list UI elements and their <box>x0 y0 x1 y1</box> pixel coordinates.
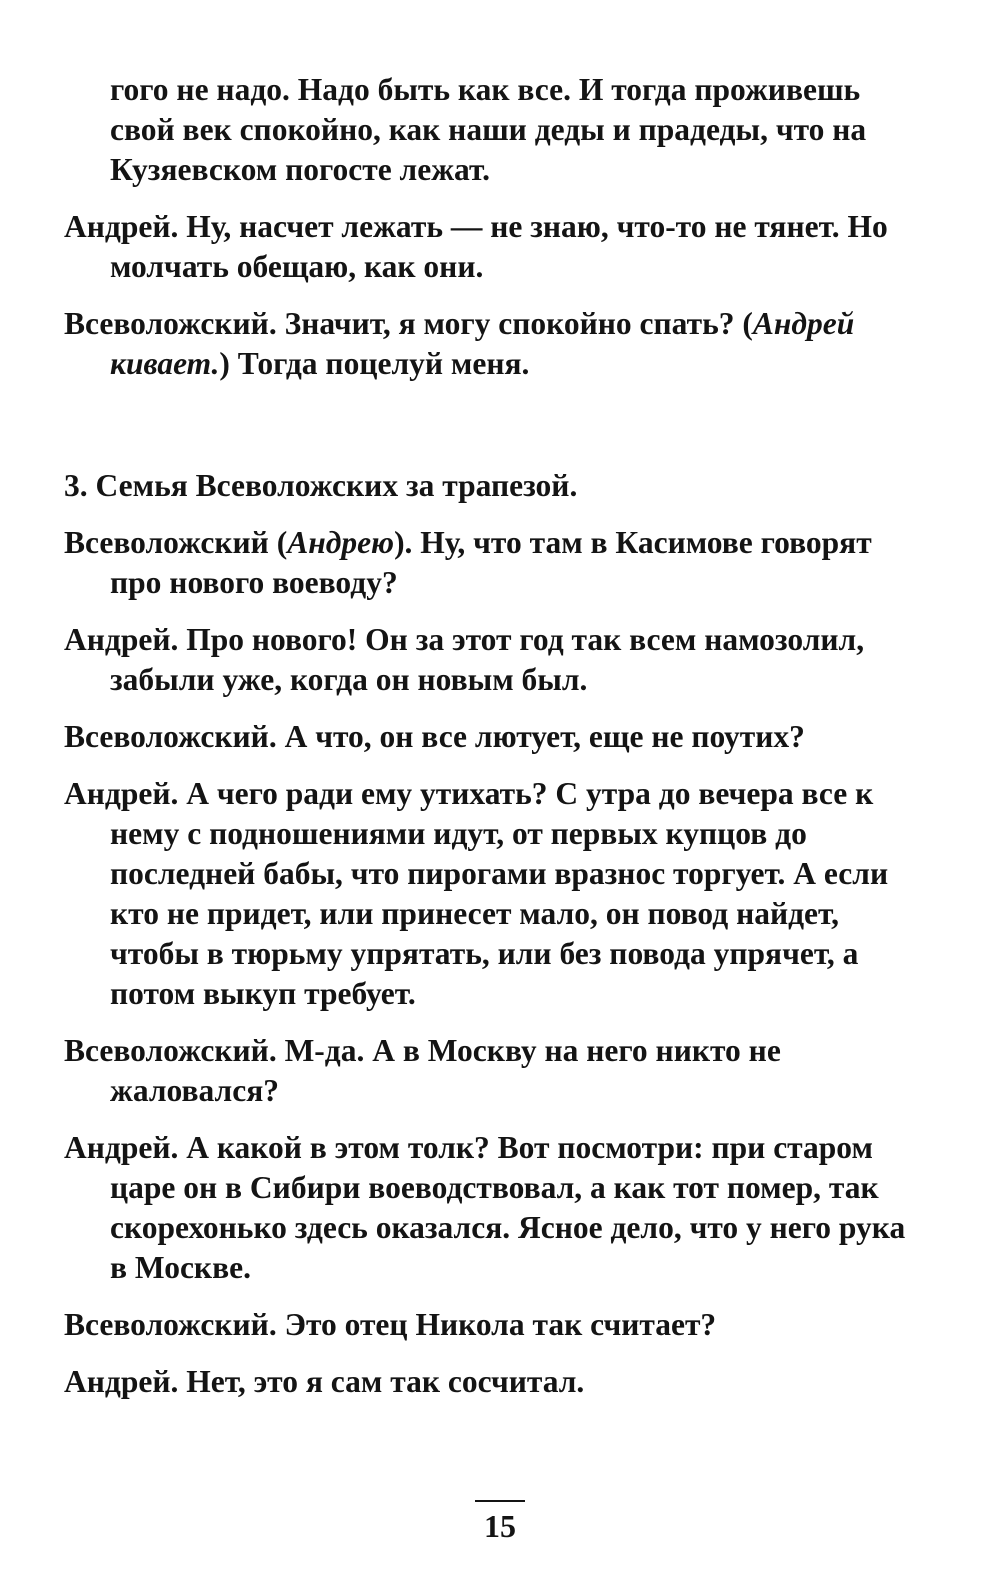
dialogue-line <box>64 774 924 1014</box>
dialogue-text: А чего ради ему утихать? С утра до вечера все к нему с подношениями идут, от первых купцов до последней бабы, что пирогами вразнос торгует. А если кто не придет, или принесет мало, он повод найдет, чтобы в тюрьму упрятать, или без повода упрячет, а потом выкуп требует. <box>110 776 889 1011</box>
speaker-name: Андрей. <box>64 776 179 811</box>
dialogue-text: гого не надо. Надо быть как все. И тогда проживешь свой век спокойно, как наши деды и прадеды, что на Кузяевском погосте лежат. <box>110 72 867 187</box>
dialogue-text: А какой в этом толк? Вот посмотри: при старом царе он в Сибири воеводствовал, а как тот помер, так скорехонько здесь оказался. Ясное дело, что у него рука в Москве. <box>110 1130 906 1285</box>
dialogue-line <box>64 523 924 603</box>
dialogue-line <box>64 207 924 287</box>
stage-direction: Андрей кивает. <box>110 306 855 381</box>
speaker-name: Всеволожский. <box>64 1307 277 1342</box>
dialogue-text: Значит, я могу спокойно спать? ( <box>276 306 753 341</box>
speaker-name: Всеволожский <box>64 525 269 560</box>
dialogue-text: Про нового! Он за этот год так всем намозолил, забыли уже, когда он новым был. <box>110 622 865 697</box>
speaker-name: Андрей. <box>64 1130 179 1165</box>
speaker-name: Всеволожский. <box>64 719 277 754</box>
dialogue-line <box>64 1362 924 1402</box>
dialogue-text: Это отец Никола так считает? <box>276 1307 717 1342</box>
dialogue-line <box>64 620 924 700</box>
speaker-name: Андрей. <box>64 1364 179 1399</box>
speaker-name: Всеволожский. <box>64 306 277 341</box>
dialogue-text: Нет, это я сам так сосчитал. <box>178 1364 585 1399</box>
dialogue-text: ) Тогда поцелуй меня. <box>219 346 530 381</box>
speaker-name: Андрей. <box>64 209 179 244</box>
dialogue-text: А что, он все лютует, еще не поутих? <box>276 719 805 754</box>
scene-heading <box>64 466 924 506</box>
dialogue-continuation <box>64 70 924 190</box>
dialogue-line <box>64 1128 924 1288</box>
dialogue-line <box>64 1031 924 1111</box>
stage-direction: Андрею <box>287 525 395 560</box>
dialogue-text: М-да. А в Москву на него никто не жаловался? <box>110 1033 781 1108</box>
dialogue-line <box>64 1305 924 1345</box>
dialogue-text: Ну, насчет лежать — не знаю, что-то не тянет. Но молчать обещаю, как они. <box>110 209 888 284</box>
footer-rule <box>475 1500 525 1502</box>
speaker-name: Всеволожский. <box>64 1033 277 1068</box>
page-footer <box>0 1500 1000 1546</box>
dialogue-text: ( <box>268 525 288 560</box>
page-number: 15 <box>484 1508 516 1544</box>
speaker-name: Андрей. <box>64 622 179 657</box>
dialogue-line <box>64 717 924 757</box>
dialogue-line <box>64 304 924 384</box>
scene-title: 3. Семья Всеволожских за трапезой. <box>64 468 578 503</box>
page-body <box>64 70 924 1402</box>
dialogue-text: ). Ну, что там в Касимове говорят про нового воеводу? <box>110 525 872 600</box>
